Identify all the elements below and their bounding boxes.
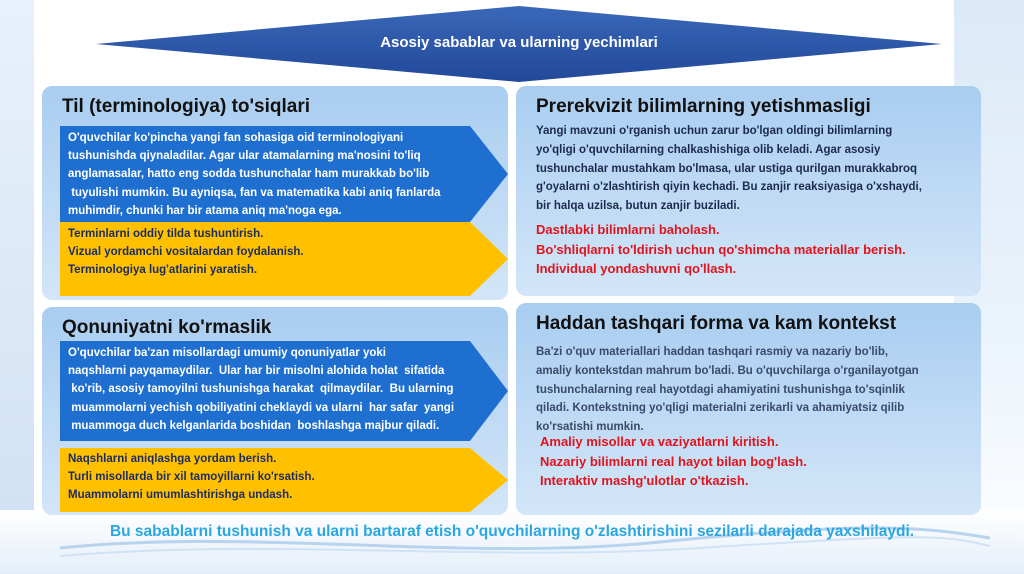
panel-title: Haddan tashqari forma va kam kontekst: [536, 313, 897, 334]
background-bottom-band: [0, 510, 1024, 574]
header-banner: [96, 6, 942, 82]
problem-text: Yangi mavzuni o'rganish uchun zarur bo'lgan oldingi bilimlarning yo'qligi o'quvchilarning chalkashishiga olib keladi. Agar asosiy tushunchalar mustahkam bo'lmasa, ular ustiga qurilgan murakkabroq g'oyalarni o'zlashtirish qiyin kechadi. Bu zanjir reaksiyasiga o'xshaydi, bir halqa uzilsa, butun zanjir buziladi.: [536, 125, 922, 213]
panel-patterns: [42, 307, 508, 515]
solution-text: Amaliy misollar va vaziyatlarni kiritish. Nazariy bilimlarni real hayot bilan bog'lash. Interaktiv mashg'ulotlar o'tkazish.: [540, 434, 807, 488]
problem-arrow: [60, 341, 508, 441]
footer-summary: Bu sabablarni tushunish va ularni bartaraf etish o'quvchilarning o'zlashtirishini sezilarli darajada yaxshilaydi.: [109, 523, 915, 540]
solution-text: Naqshlarni aniqlashga yordam berish. Turli misollarda bir xil tamoyillarni ko'rsatish. Muammolarni umumlashtirishga undash.: [68, 453, 315, 502]
banner-title: Asosiy sabablar va ularning yechimlari: [380, 34, 658, 51]
problem-text: O'quvchilar ko'pincha yangi fan sohasiga oid terminologiyani tushunishda qiynaladilar. Agar ular atamalarning ma'nosini to'liq anglamasalar, hatto eng sodda tushunchalar ham murakkab bo'lib tuyulishi mumkin. Bu ayniqsa, fan va matematika kabi aniq fanlarda muhimdir, chunki har bir atama aniq ma'noga ega.: [68, 132, 441, 217]
solution-text: Dastlabki bilimlarni baholash. Bo'shliqlarni to'ldirish uchun qo'shimcha materiallar berish. Individual yondashuvni qo'llash.: [536, 222, 906, 276]
solution-arrow: [60, 448, 508, 512]
solution-text: Terminlarni oddiy tilda tushuntirish. Vizual yordamchi vositalardan foydalanish. Terminologiya lug'atlarini yaratish.: [68, 228, 304, 277]
panel-terminology: [42, 86, 508, 300]
panel-title: Qonuniyatni ko'rmaslik: [62, 317, 272, 338]
background-left-strip: [0, 0, 34, 574]
panel-title: Til (terminologiya) to'siqlari: [62, 96, 311, 117]
problem-text: O'quvchilar ba'zan misollardagi umumiy qonuniyatlar yoki naqshlarni payqamaydilar. Ular har bir misolni alohida holat sifatida ko'rib, asosiy tamoyilni tushunishga harakat qilmaydilar. Bu ularning muammolarni yechish qobiliyatini cheklaydi va ularni har safar yangi muammoga duch kelganlarida boshidan boshlashga majbur qiladi.: [68, 347, 455, 432]
panel-title: Prerekvizit bilimlarning yetishmasligi: [536, 96, 871, 117]
problem-text: Ba'zi o'quv materiallari haddan tashqari rasmiy va nazariy bo'lib, amaliy kontekstdan mahrum bo'ladi. Bu o'quvchilarga o'rganilayotgan tushunchalarning real hayotdagi ahamiyatini tushunishga to'sqinlik qiladi. Kontekstning yo'qligi materialni zerikarli va ahamiyatsiz qilib ko'rsatishi mumkin.: [536, 346, 919, 434]
panel-context: [516, 303, 981, 515]
problem-arrow: [60, 126, 508, 222]
solution-arrow: [60, 222, 508, 296]
panel-prerequisites: [516, 86, 981, 296]
